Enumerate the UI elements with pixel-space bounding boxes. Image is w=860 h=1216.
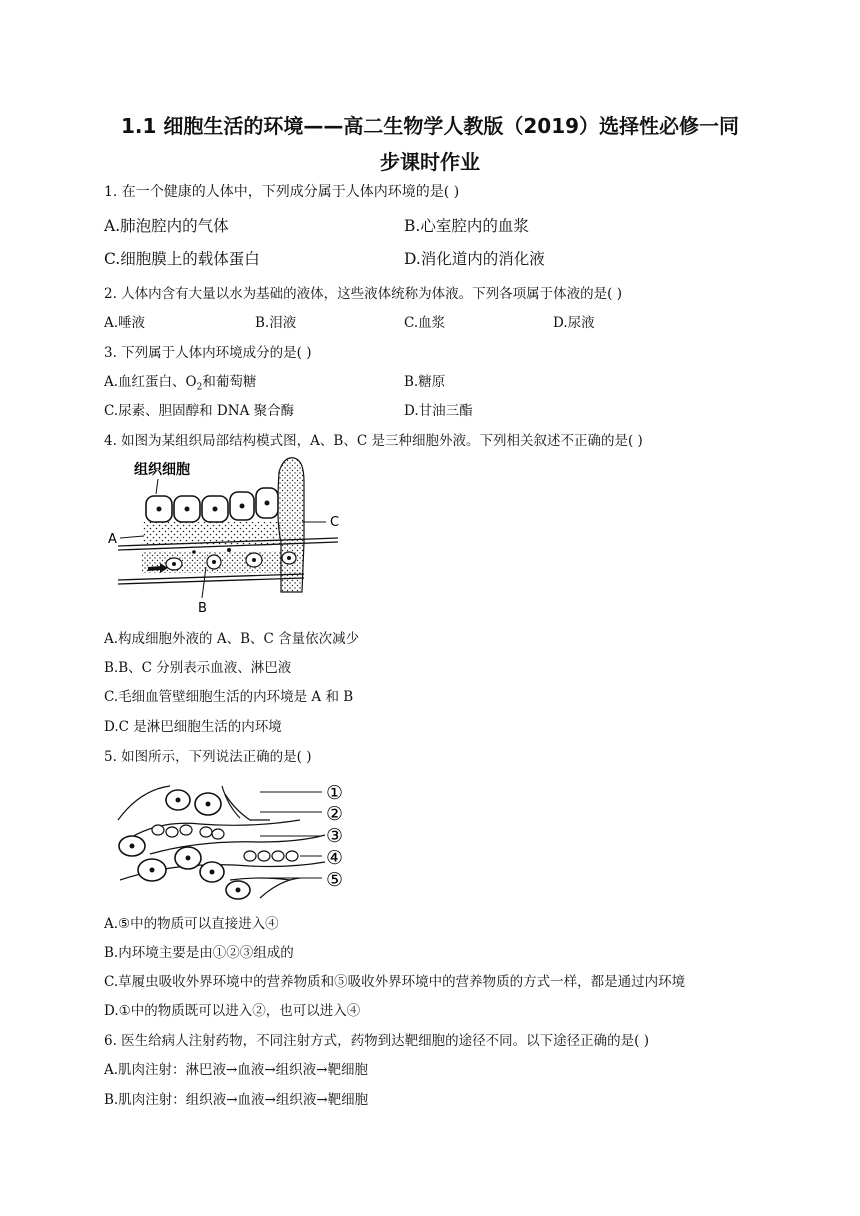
question-5-option-a: A.⑤中的物质可以直接进入④ bbox=[104, 916, 279, 932]
question-2-stem: 2. 人体内含有大量以水为基础的液体，这些液体统称为体液。下列各项属于体液的是( ) bbox=[104, 286, 622, 302]
question-1-option-a: A.肺泡腔内的气体 bbox=[104, 217, 229, 235]
question-4-option-a: A.构成细胞外液的 A、B、C 含量依次减少 bbox=[104, 631, 360, 647]
figure-label-tissue-cells: 组织细胞 bbox=[134, 462, 190, 478]
question-1-stem: 1. 在一个健康的人体中，下列成分属于人体内环境的是( ) bbox=[104, 184, 460, 200]
figure-label-3: ③ bbox=[326, 825, 344, 847]
question-4-option-d: D.C 是淋巴细胞生活的内环境 bbox=[104, 719, 282, 735]
question-5-stem: 5. 如图所示，下列说法正确的是( ) bbox=[104, 749, 312, 765]
question-5-option-c: C.草履虫吸收外界环境中的营养物质和⑤吸收外界环境中的营养物质的方式一样，都是通过内环境 bbox=[104, 974, 686, 990]
question-2-option-a: A.唾液 bbox=[104, 315, 146, 331]
question-1-option-d: D.消化道内的消化液 bbox=[404, 250, 545, 268]
question-3-option-d: D.甘油三酯 bbox=[404, 403, 473, 419]
question-6-option-b: B.肌肉注射：组织液→血液→组织液→靶细胞 bbox=[104, 1092, 369, 1108]
figure-label-2: ② bbox=[326, 803, 344, 825]
question-3-stem: 3. 下列属于人体内环境成分的是( ) bbox=[104, 345, 312, 361]
question-1-option-b: B.心室腔内的血浆 bbox=[404, 217, 529, 235]
document-title-line-2: 步课时作业 bbox=[380, 150, 480, 174]
question-2-option-c: C.血浆 bbox=[404, 315, 446, 331]
question-2-option-d: D.尿液 bbox=[553, 315, 595, 331]
question-4-option-c: C.毛细血管壁细胞生活的内环境是 A 和 B bbox=[104, 689, 354, 705]
figure-label-5: ⑤ bbox=[326, 869, 344, 891]
question-3-option-c: C.尿素、胆固醇和 DNA 聚合酶 bbox=[104, 403, 295, 419]
question-5-option-d: D.①中的物质既可以进入②，也可以进入④ bbox=[104, 1003, 361, 1019]
question-2-option-b: B.泪液 bbox=[255, 315, 297, 331]
document-title-line-1: 1.1 细胞生活的环境——高二生物学人教版（2019）选择性必修一同 bbox=[120, 114, 740, 138]
question-6-option-a: A.肌肉注射：淋巴液→血液→组织液→靶细胞 bbox=[104, 1062, 368, 1078]
figure-label-1: ① bbox=[326, 782, 344, 804]
figure-label-b: B bbox=[198, 601, 207, 616]
question-1-option-c: C.细胞膜上的载体蛋白 bbox=[104, 250, 260, 268]
figure-label-c: C bbox=[330, 515, 340, 530]
question-3-option-a: A.血红蛋白、$O_2$和葡萄糖 bbox=[104, 374, 257, 393]
figure-label-a: A bbox=[108, 532, 117, 547]
question-4-figure bbox=[104, 452, 354, 622]
question-3-option-b: B.糖原 bbox=[404, 374, 446, 390]
question-4-stem: 4. 如图为某组织局部结构模式图，A、B、C 是三种细胞外液。下列相关叙述不正确的是( ) bbox=[104, 433, 643, 449]
question-5-figure bbox=[110, 780, 360, 905]
figure-label-4: ④ bbox=[326, 847, 344, 869]
question-6-stem: 6. 医生给病人注射药物，不同注射方式，药物到达靶细胞的途径不同。以下途径正确的是( ) bbox=[104, 1033, 649, 1049]
question-5-option-b: B.内环境主要是由①②③组成的 bbox=[104, 945, 294, 961]
question-4-option-b: B.B、C 分别表示血液、淋巴液 bbox=[104, 660, 292, 676]
